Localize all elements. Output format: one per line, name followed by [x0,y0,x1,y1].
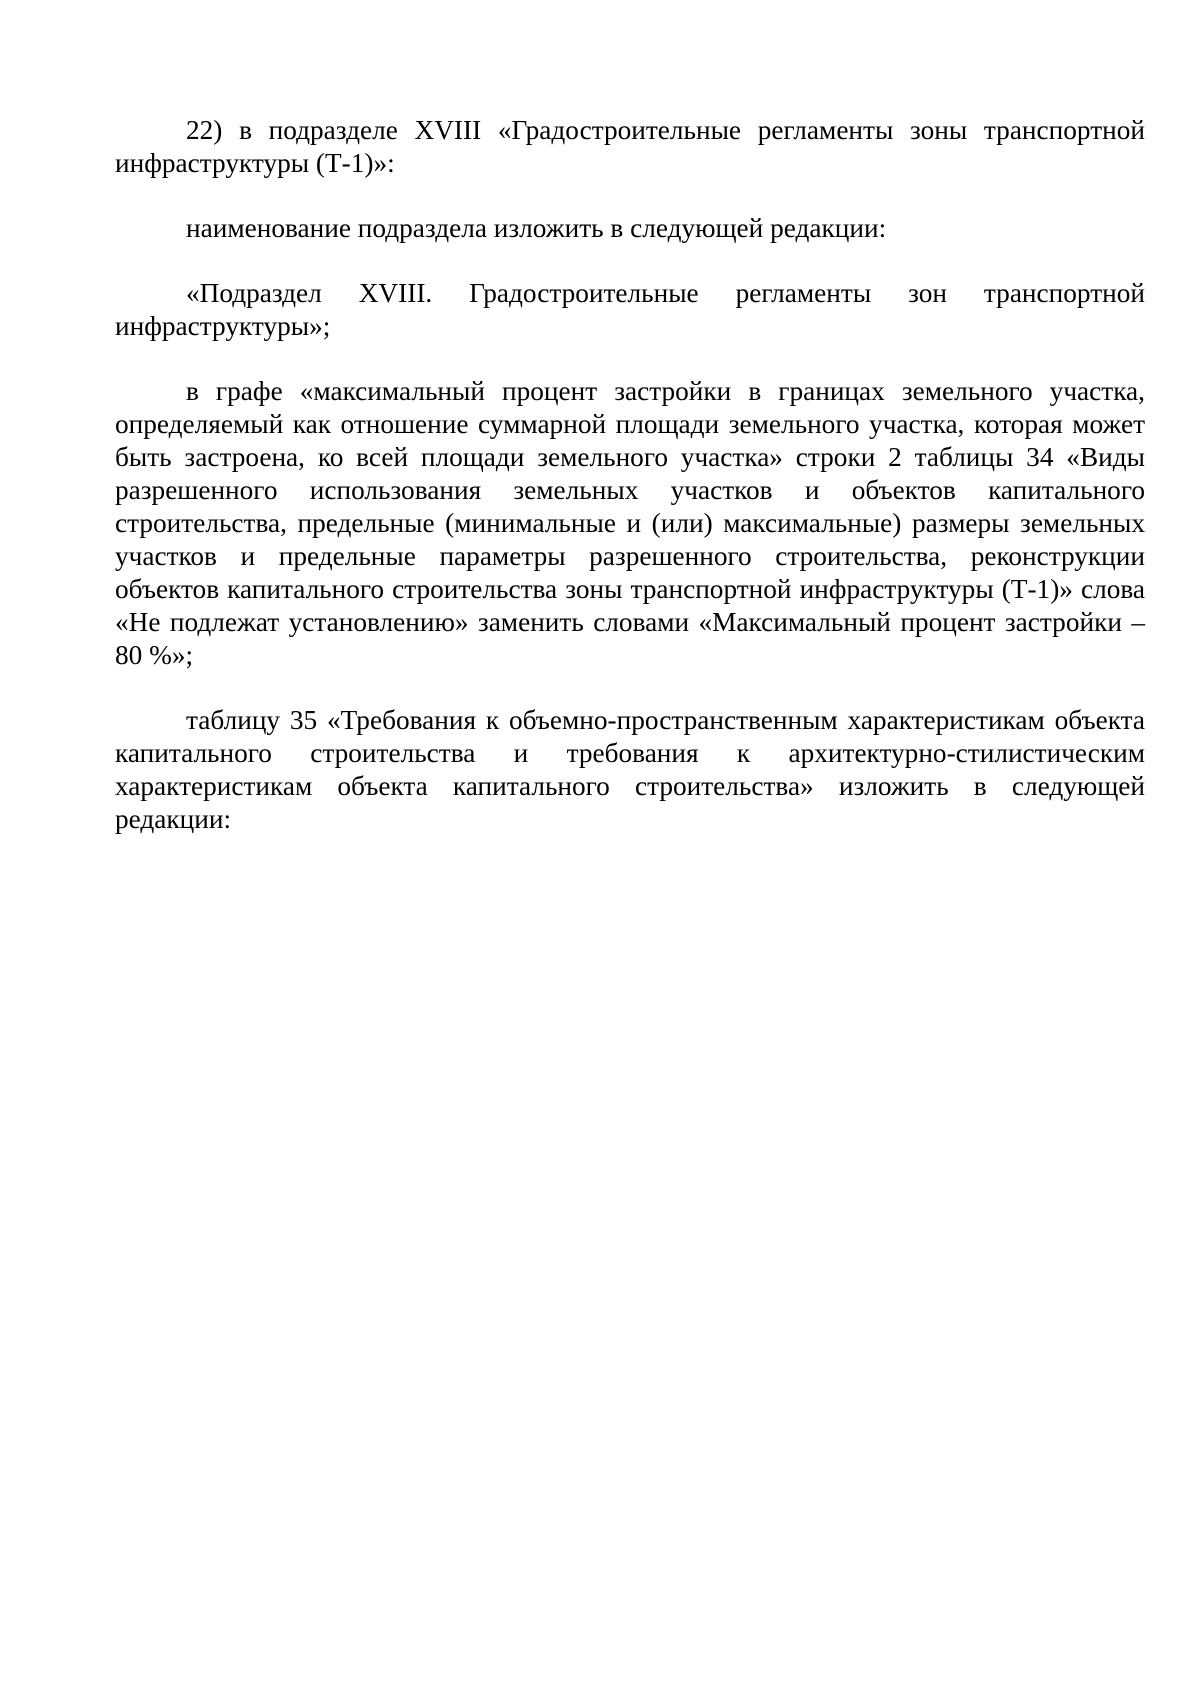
document-body [115,114,1145,868]
paragraph-new-subsection-title: «Подраздел XVIII. Градостроительные регламенты зон транспортной инфраструктуры»; [115,278,1145,341]
paragraph-table-34-amendment: в графе «максимальный процент застройки в границах земельного участка, определяемый как отношение суммарной площади земельного участка, которая может быть застроена, ко всей площади земельного участка» строки 2 таблицы 34 «Виды разрешенного использования земельных участков и объектов капитального строительства, предельные (минимальные и (или) максимальные) размеры земельных участков и предельные параметры разрешенного строительства, реконструкции объектов капитального строительства зоны транспортной инфраструктуры (Т-1)» слова «Не подлежат установлению» заменить словами «Максимальный процент застройки – 80 %»; [115,376,1145,670]
paragraph-subsection-xviii-intro: 22) в подразделе XVIII «Градостроительные регламенты зоны транспортной инфраструктуры (Т-1)»: [115,115,1145,178]
paragraph-rename-instruction: наименование подраздела изложить в следующей редакции: [186,213,887,243]
paragraph-table-35-amendment: таблицу 35 «Требования к объемно-пространственным характеристикам объекта капитального строительства и требования к архитектурно-стилистическим характеристикам объекта капитального строительства» изложить в следующей редакции: [115,705,1145,834]
